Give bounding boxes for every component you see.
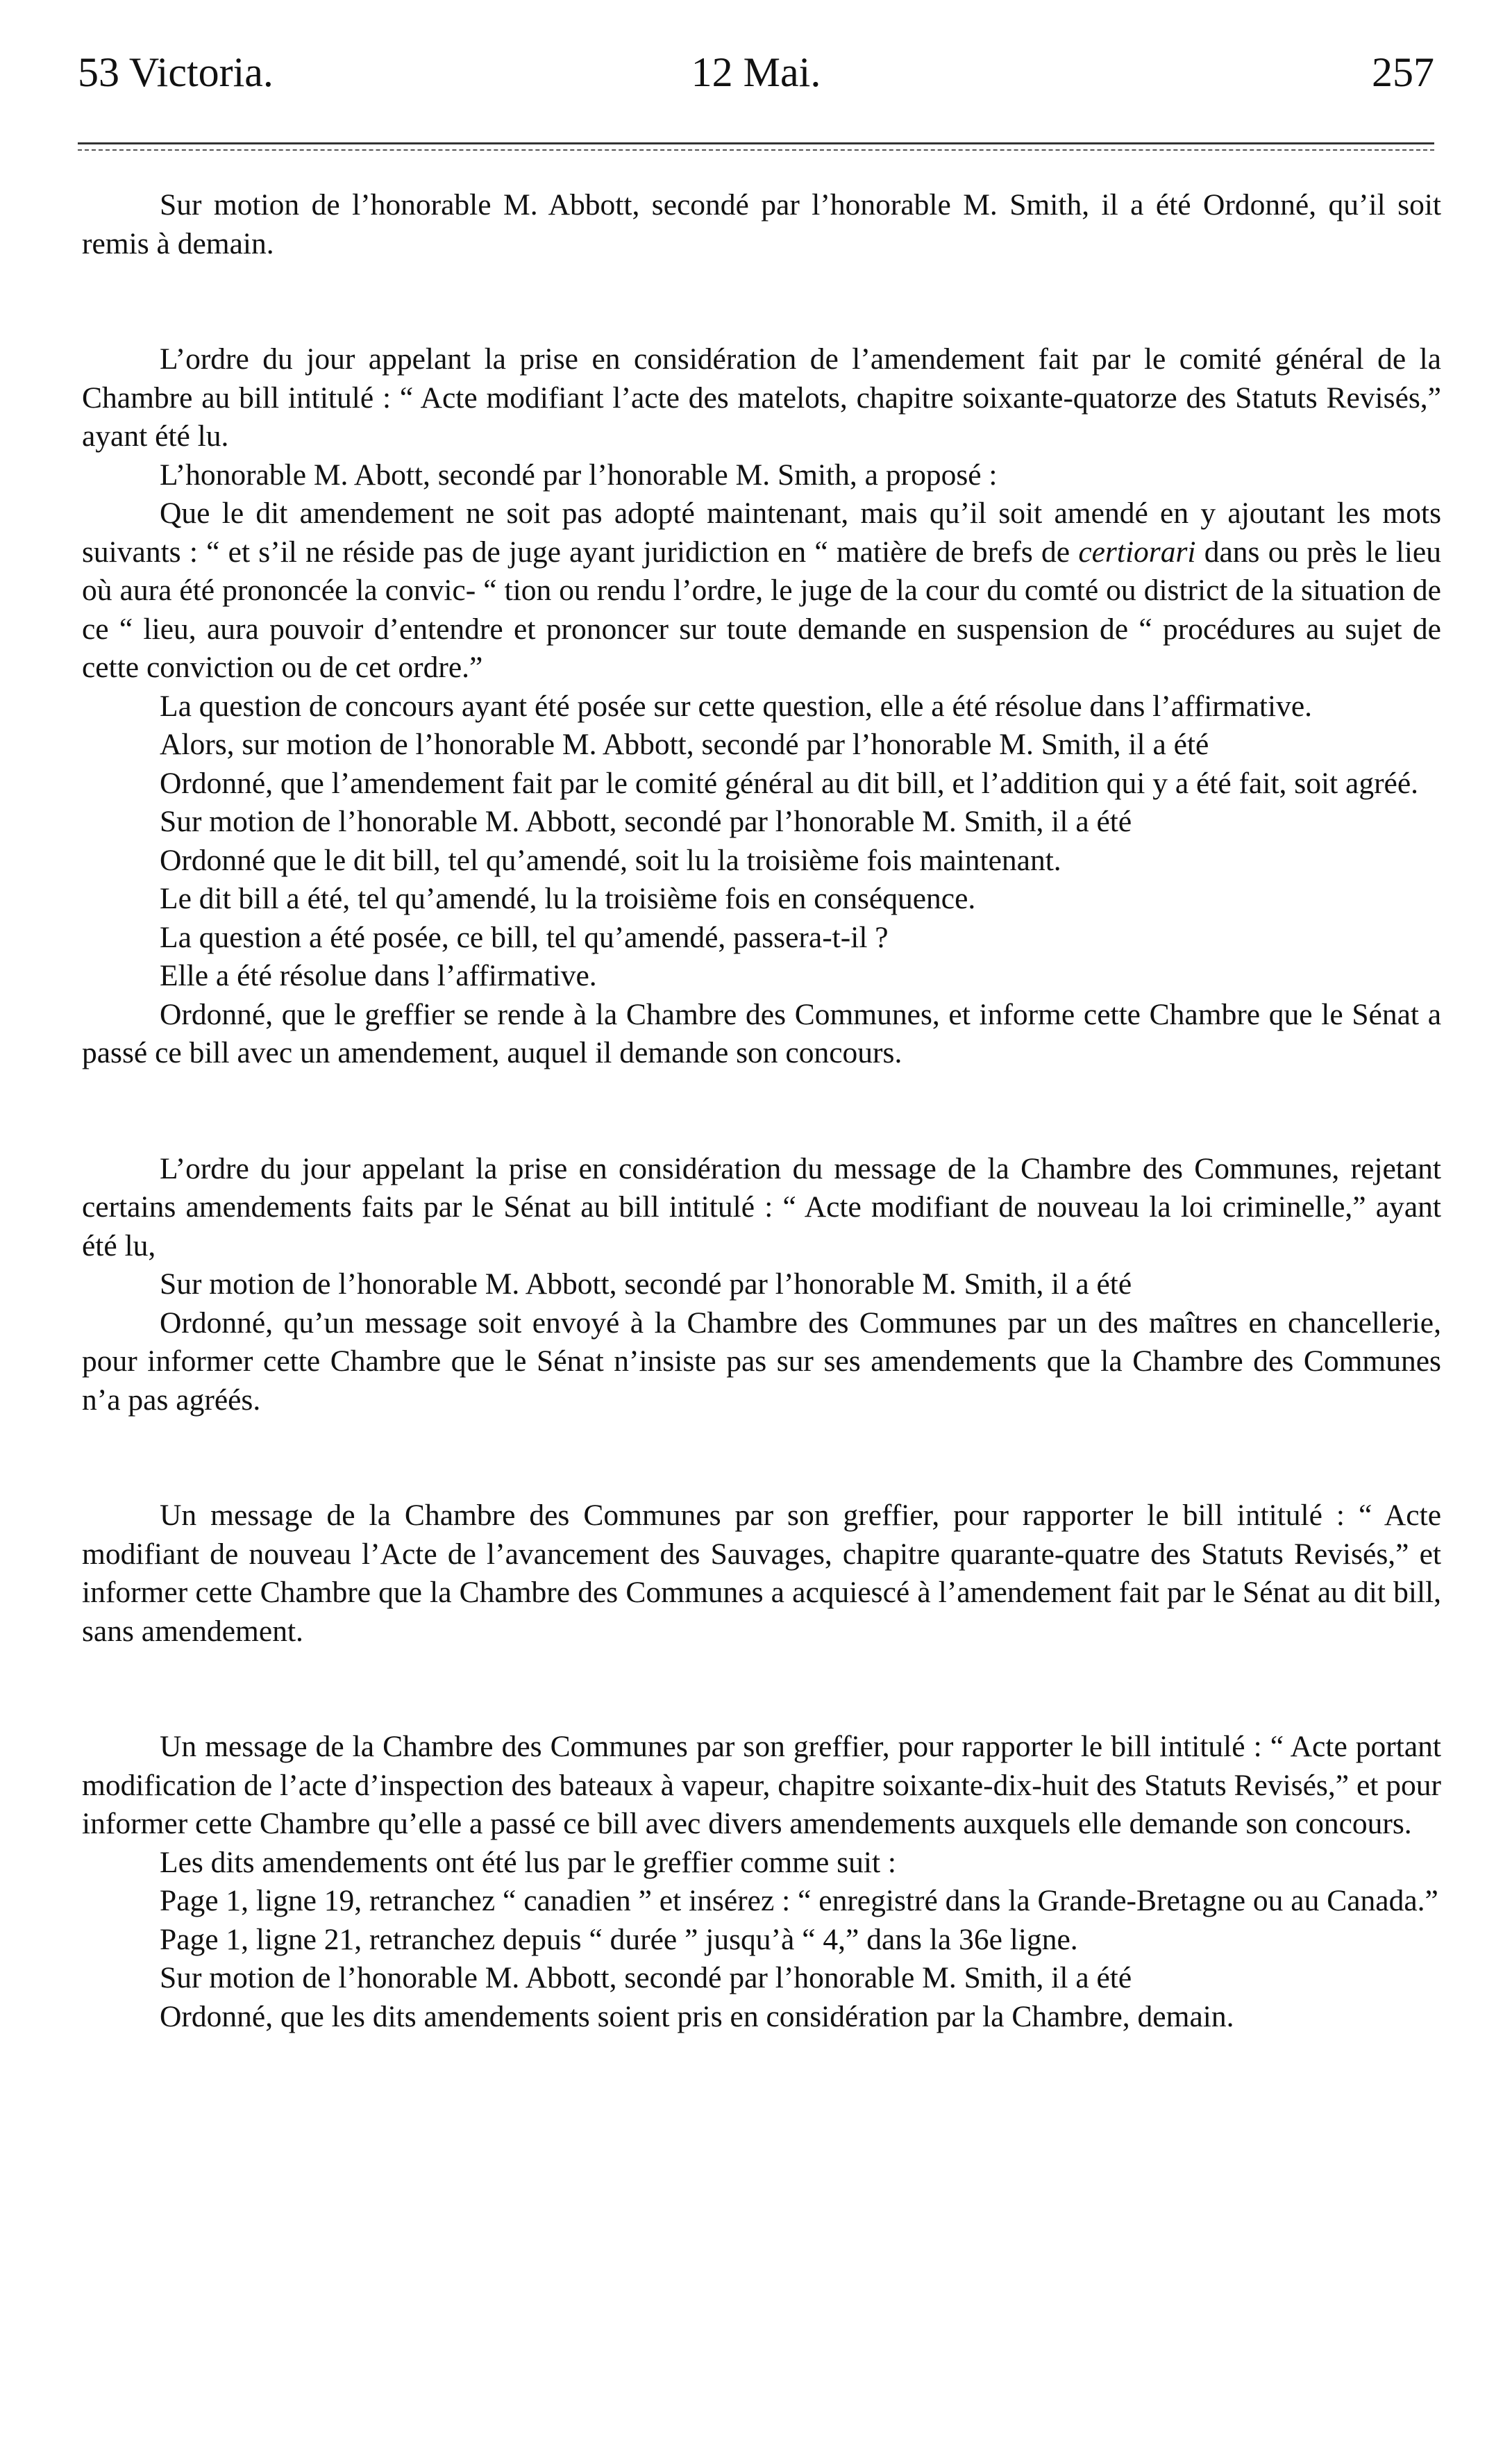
paragraph: L’ordre du jour appelant la prise en considération du message de la Chambre des Communes, rejetant certains amendements faits par le Sénat au bill intitulé : “ Acte modifiant de nouveau la loi criminelle,” ayant été lu, [82, 1151, 1441, 1262]
date-label: 12 Mai. [691, 49, 821, 95]
paragraph: La question de concours ayant été posée sur cette question, elle a été résolue dans l’affirmative. [160, 689, 1313, 723]
paragraph: Sur motion de l’honorable M. Abbott, secondé par l’honorable M. Smith, il a été Ordonné, qu’il soit remis à demain. [82, 188, 1441, 260]
paragraph: Sur motion de l’honorable M. Abbott, secondé par l’honorable M. Smith, il a été [160, 805, 1132, 838]
paragraph: Ordonné, qu’un message soit envoyé à la Chambre des Communes par un des maîtres en chancellerie, pour informer cette Chambre que le Sénat n’insiste pas sur ses amendements que la Chambre des Communes n’a pas agréés. [82, 1306, 1441, 1417]
paragraph: Sur motion de l’honorable M. Abbott, secondé par l’honorable M. Smith, il a été [160, 1961, 1132, 1994]
paragraph: Un message de la Chambre des Communes par son greffier, pour rapporter le bill intitulé : “ Acte portant modification de l’acte d’inspection des bateaux à vapeur, chapitre soixante-dix-huit des Statuts Revisés,” et pour informer cette Chambre qu’elle a passé ce bill avec divers amendements auxquels elle demande son concours. [82, 1730, 1441, 1840]
paragraph-text: Que le dit amendement ne soit pas adopté maintenant, mais qu’il soit amendé en y ajoutant les mots suivants : “ et s’il ne réside pas de juge ayant juridiction en “ matière de brefs de [82, 497, 1441, 569]
paragraph: Elle a été résolue dans l’affirmative. [160, 959, 597, 992]
running-head [78, 49, 1434, 111]
page-number: 257 [1372, 49, 1434, 95]
paragraph: Sur motion de l’honorable M. Abbott, secondé par l’honorable M. Smith, il a été [160, 1267, 1132, 1301]
paragraph: Un message de la Chambre des Communes par son greffier, pour rapporter le bill intitulé : “ Acte modifiant de nouveau l’Acte de l’avancement des Sauvages, chapitre quarante-quatre des Statuts Revisés,” et informer cette Chambre que la Chambre des Communes a acquiescé à l’amendement fait par le Sénat au dit bill, sans amendement. [82, 1499, 1441, 1648]
paragraph: Ordonné, que l’amendement fait par le comité général au dit bill, et l’addition qui y a été fait, soit agréé. [160, 766, 1419, 800]
paragraph: Page 1, ligne 19, retranchez “ canadien ” et insérez : “ enregistré dans la Grande-Bretagne ou au Canada.” [160, 1884, 1438, 1917]
paragraph: Alors, sur motion de l’honorable M. Abbott, secondé par l’honorable M. Smith, il a été [160, 728, 1209, 761]
paragraph: Page 1, ligne 21, retranchez depuis “ durée ” jusqu’à “ 4,” dans la 36e ligne. [160, 1922, 1078, 1956]
paragraph: Ordonné que le dit bill, tel qu’amendé, soit lu la troisième fois maintenant. [160, 843, 1061, 877]
paragraph: Ordonné, que les dits amendements soient pris en considération par la Chambre, demain. [160, 1999, 1234, 2033]
paragraph: L’honorable M. Abott, secondé par l’honorable M. Smith, a proposé : [160, 458, 998, 492]
paragraph: La question a été posée, ce bill, tel qu’amendé, passera-t-il ? [160, 920, 889, 954]
header-rule [78, 142, 1434, 144]
italic-term: certiorari [1078, 535, 1196, 569]
paragraph-text: dans ou près le lieu où aura été prononcée la convic- “ tion ou rendu l’ordre, le juge de la cour du comté ou district de la situation de ce “ lieu, aura pouvoir d’entendre et prononcer sur toute demande en suspension de “ procédures au sujet de cette conviction ou de cet ordre.” [82, 535, 1441, 684]
session-label: 53 Victoria. [78, 49, 274, 95]
paragraph: Les dits amendements ont été lus par le greffier comme suit : [160, 1845, 897, 1879]
paragraph: Le dit bill a été, tel qu’amendé, lu la troisième fois en conséquence. [160, 882, 976, 915]
header-rule-dashed [78, 149, 1434, 151]
paragraph [82, 494, 1441, 687]
document-body [82, 186, 1441, 2036]
paragraph: Ordonné, que le greffier se rende à la Chambre des Communes, et informe cette Chambre que le Sénat a passé ce bill avec un amendement, auquel il demande son concours. [82, 997, 1441, 1069]
paragraph: L’ordre du jour appelant la prise en considération de l’amendement fait par le comité général de la Chambre au bill intitulé : “ Acte modifiant l’acte des matelots, chapitre soixante-quatorze des Statuts Revisés,” ayant été lu. [82, 342, 1441, 453]
